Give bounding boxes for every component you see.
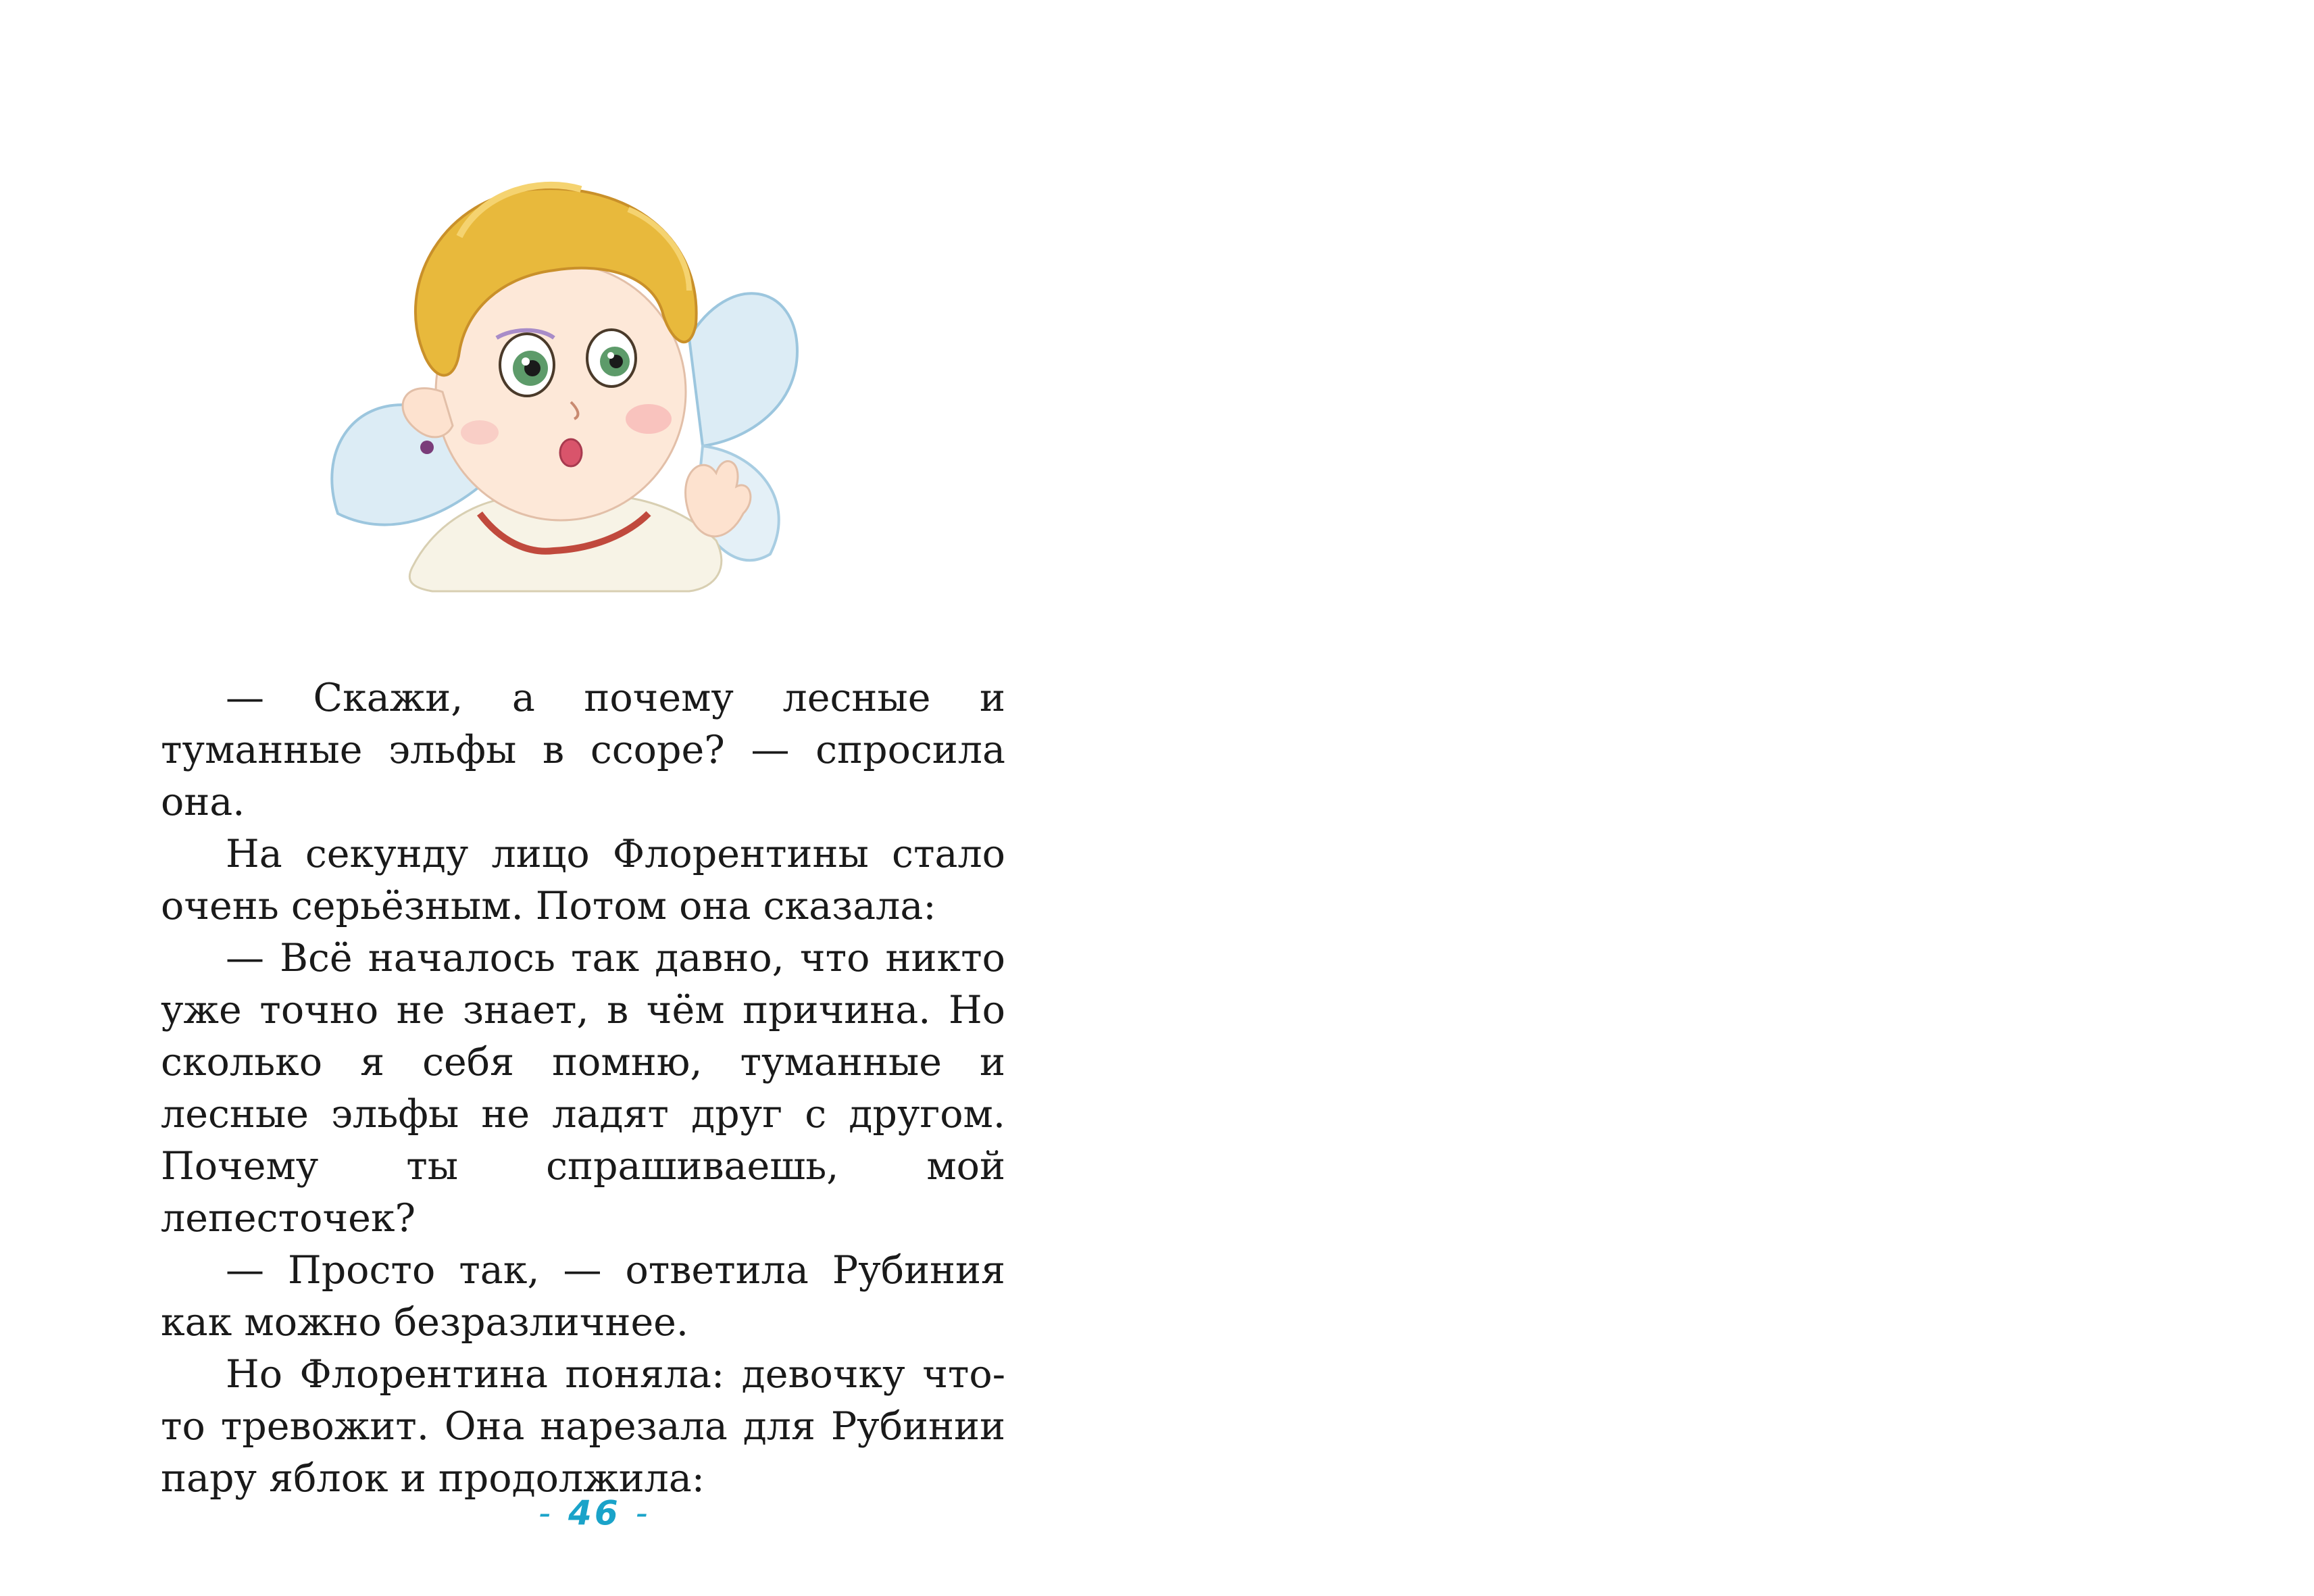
- page-number-left: - 46 -: [538, 1493, 651, 1532]
- paragraph: На секунду лицо Флорентины стало очень серьёзным. Потом она сказала:: [161, 832, 1005, 928]
- left-page-text: [161, 672, 1005, 1505]
- page-number: 46: [568, 1493, 621, 1532]
- paragraph: — Скажи, а почему лесные и туманные эльфы в ссоре? — спросила она.: [161, 676, 1005, 824]
- paragraph: — Просто так, — ответила Рубиния как можно безразличнее.: [161, 1248, 1005, 1345]
- paragraph: — Всё началось так давно, что никто уже точно не знает, в чём причина. Но сколько я себя помню, туманные и лесные эльфы не ладят друг с другом. Почему ты спрашиваешь, мой лепесточек?: [161, 936, 1005, 1241]
- right-page: [1157, 0, 2314, 1596]
- paragraph: Но Флорентина поняла: девочку что-то тревожит. Она нарезала для Рубинии пару яблок и продолжила:: [161, 1352, 1005, 1501]
- fairy-girl-portrait-icon: [311, 135, 838, 595]
